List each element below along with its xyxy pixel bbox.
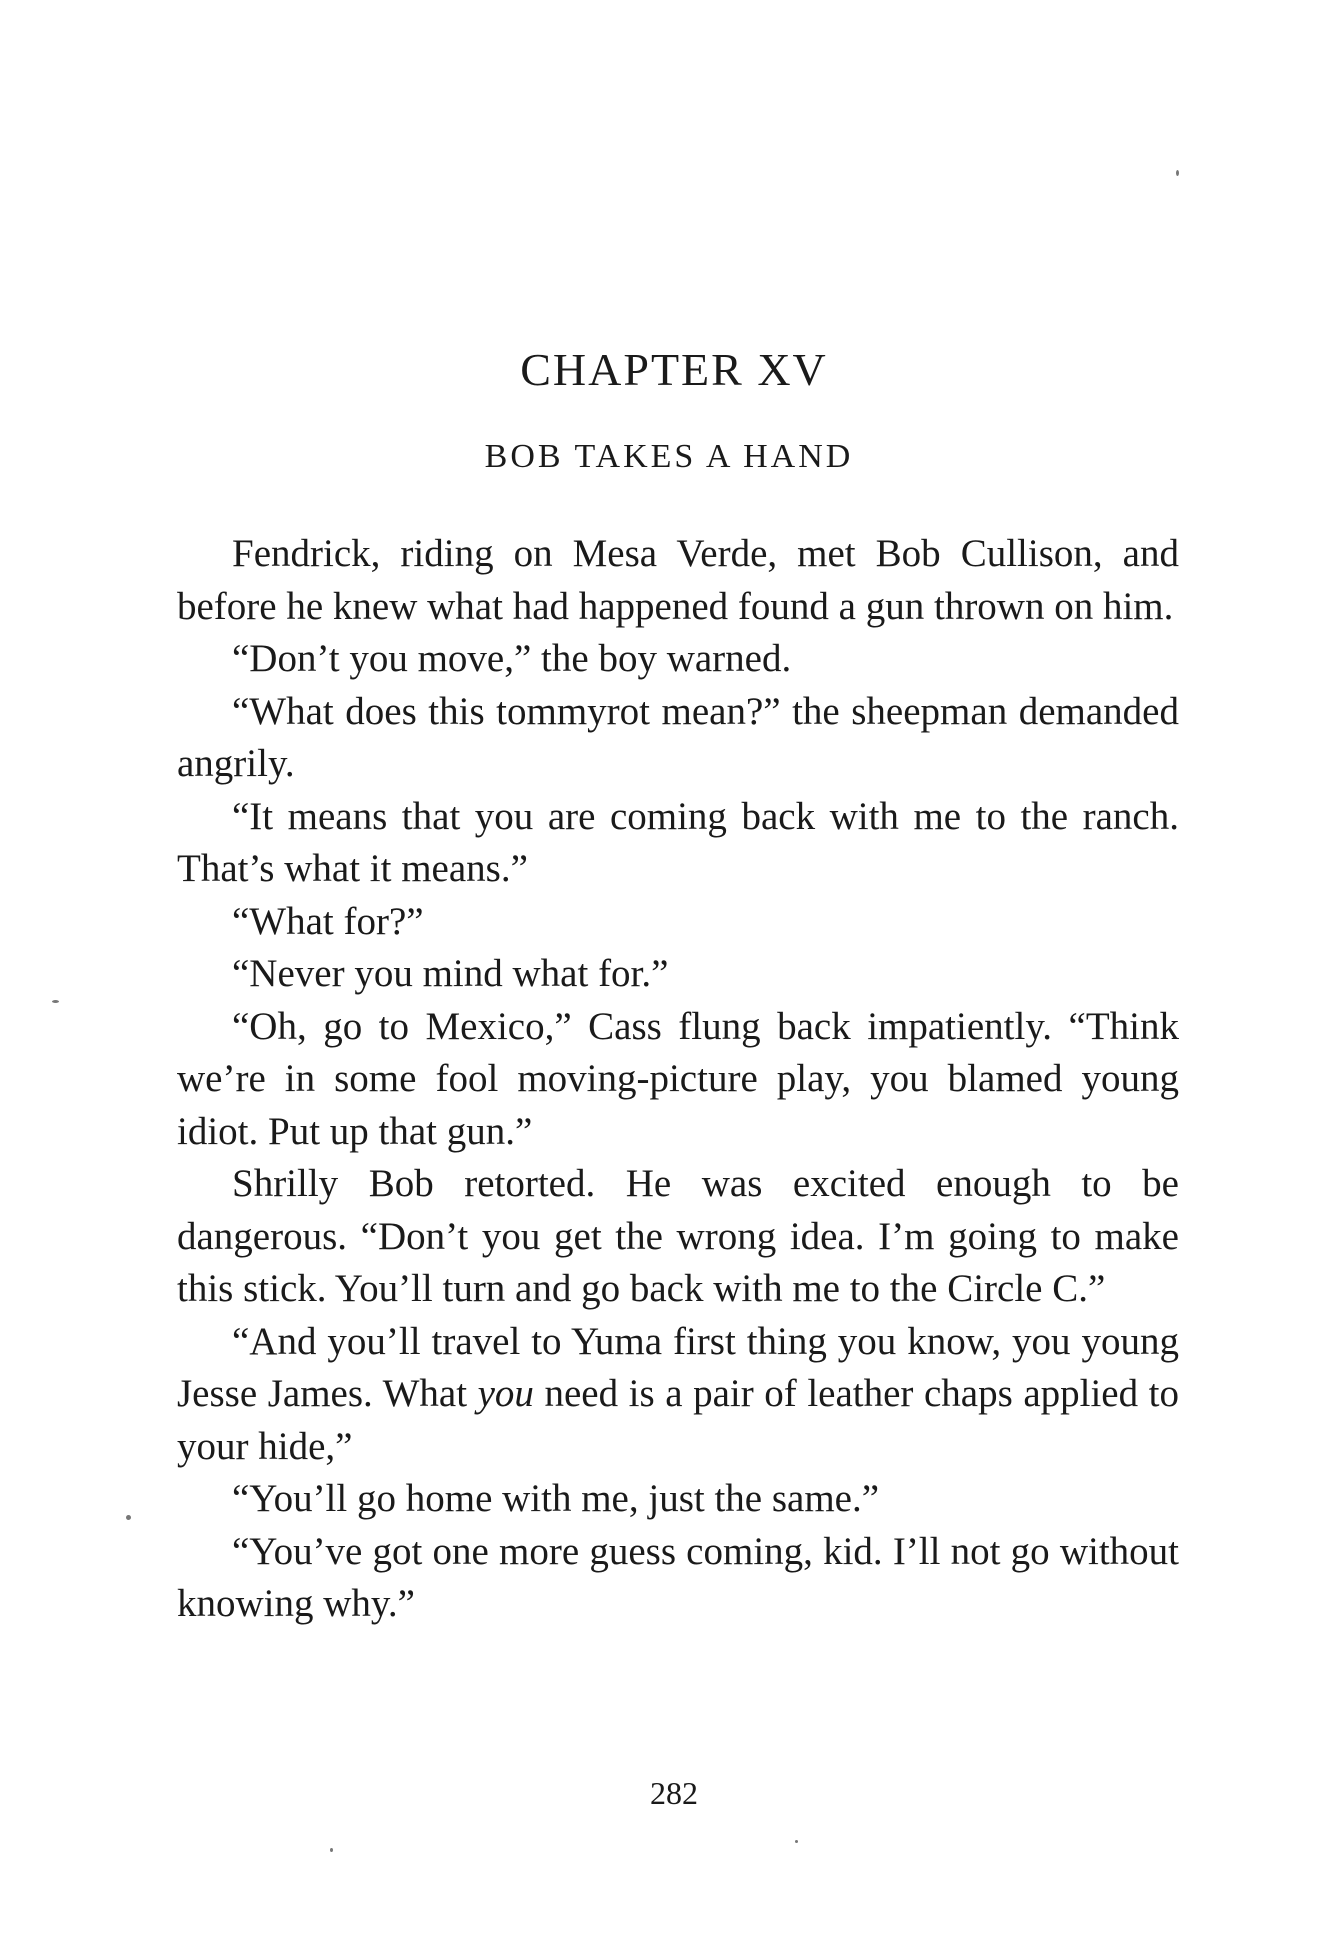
paragraph: “You’ll go home with me, just the same.” bbox=[232, 1477, 880, 1520]
chapter-subtitle: BOB TAKES A HAND bbox=[484, 438, 854, 475]
scan-speck bbox=[1176, 170, 1179, 176]
paragraph: “Don’t you move,” the boy warned. bbox=[232, 637, 792, 680]
paragraph: “It means that you are coming back with me to the ranch. That’s what it means.” bbox=[177, 794, 1179, 890]
paragraph: Fendrick, riding on Mesa Verde, met Bob Cullison, and before he knew what had happened found a gun thrown on him. bbox=[177, 532, 1179, 628]
paragraph: “Oh, go to Mexico,” Cass flung back impatiently. “Think we’re in some fool moving-picture play, you blamed young idiot. Put up that gun.” bbox=[177, 1004, 1179, 1153]
page-number: 282 bbox=[650, 1775, 698, 1811]
scan-speck bbox=[795, 1840, 798, 1843]
paragraph: Shrilly Bob retorted. He was excited enough to be dangerous. “Don’t you get the wrong idea. I’m going to make this stick. You’ll turn and go back with me to the Circle C.” bbox=[177, 1162, 1179, 1310]
scan-speck bbox=[52, 1000, 59, 1003]
paragraph: “What for?” bbox=[232, 899, 424, 943]
chapter-title: CHAPTER XV bbox=[520, 344, 828, 395]
paragraph: “Never you mind what for.” bbox=[232, 952, 669, 995]
scan-speck bbox=[126, 1515, 131, 1520]
chapter-body bbox=[177, 528, 1179, 1631]
paragraph: “And you’ll travel to Yuma first thing you know, you young Jesse James. What you need is a pair of leather chaps applied to your hide,” bbox=[177, 1319, 1179, 1468]
paragraph: “You’ve got one more guess coming, kid. I’ll not go without knowing why.” bbox=[177, 1529, 1179, 1625]
emphasis: you bbox=[477, 1372, 534, 1415]
paragraph: “What does this tommyrot mean?” the sheepman demanded angrily. bbox=[177, 689, 1179, 785]
scan-speck bbox=[330, 1848, 333, 1852]
